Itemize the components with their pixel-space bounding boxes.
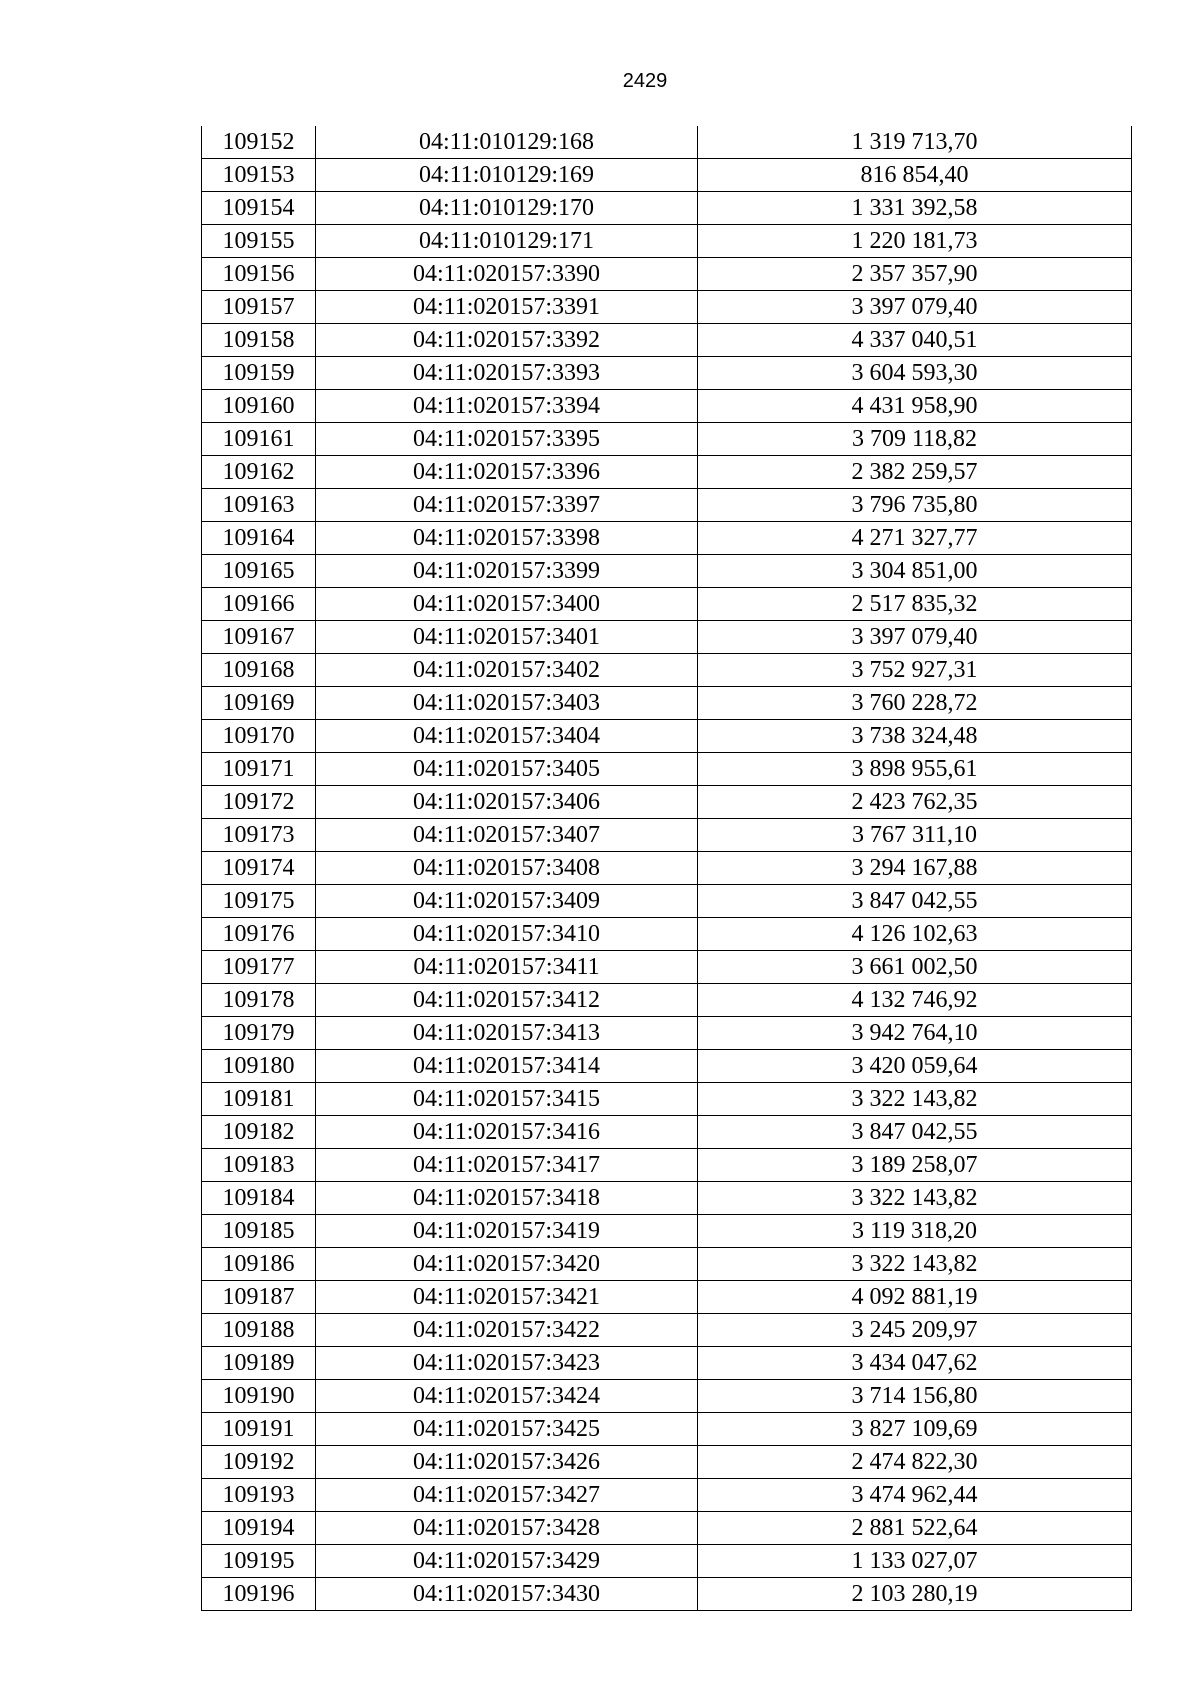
table-row: [202, 918, 1132, 951]
value-cell: 3 738 324,48: [698, 720, 1132, 753]
cadastral-number-cell: 04:11:020157:3407: [316, 819, 698, 852]
row-number-cell: 109186: [202, 1248, 316, 1281]
table-row: [202, 192, 1132, 225]
value-cell: 3 847 042,55: [698, 1116, 1132, 1149]
value-cell: 3 294 167,88: [698, 852, 1132, 885]
cadastral-number-cell: 04:11:020157:3410: [316, 918, 698, 951]
row-number-cell: 109184: [202, 1182, 316, 1215]
row-number-cell: 109177: [202, 951, 316, 984]
value-cell: 3 796 735,80: [698, 489, 1132, 522]
table-row: [202, 1248, 1132, 1281]
table-row: [202, 753, 1132, 786]
value-cell: 3 898 955,61: [698, 753, 1132, 786]
cadastral-number-cell: 04:11:020157:3429: [316, 1545, 698, 1578]
value-cell: 1 331 392,58: [698, 192, 1132, 225]
value-cell: 1 133 027,07: [698, 1545, 1132, 1578]
table-row: [202, 786, 1132, 819]
row-number-cell: 109190: [202, 1380, 316, 1413]
value-cell: 4 126 102,63: [698, 918, 1132, 951]
cadastral-number-cell: 04:11:020157:3392: [316, 324, 698, 357]
table-row: [202, 1479, 1132, 1512]
row-number-cell: 109154: [202, 192, 316, 225]
table-row: [202, 852, 1132, 885]
value-cell: 3 827 109,69: [698, 1413, 1132, 1446]
value-cell: 4 337 040,51: [698, 324, 1132, 357]
value-cell: 3 304 851,00: [698, 555, 1132, 588]
table-row: [202, 1347, 1132, 1380]
cadastral-number-cell: 04:11:020157:3390: [316, 258, 698, 291]
table-row: [202, 1380, 1132, 1413]
cadastral-number-cell: 04:11:020157:3430: [316, 1578, 698, 1611]
value-cell: 3 752 927,31: [698, 654, 1132, 687]
value-cell: 3 604 593,30: [698, 357, 1132, 390]
cadastral-number-cell: 04:11:010129:170: [316, 192, 698, 225]
cadastral-number-cell: 04:11:020157:3422: [316, 1314, 698, 1347]
cadastral-value-table: [201, 126, 1132, 1611]
table-row: [202, 159, 1132, 192]
cadastral-number-cell: 04:11:020157:3423: [316, 1347, 698, 1380]
row-number-cell: 109165: [202, 555, 316, 588]
table-row: [202, 423, 1132, 456]
row-number-cell: 109170: [202, 720, 316, 753]
row-number-cell: 109171: [202, 753, 316, 786]
row-number-cell: 109183: [202, 1149, 316, 1182]
table-row: [202, 1281, 1132, 1314]
table-row: [202, 720, 1132, 753]
table-row: [202, 357, 1132, 390]
table-row: [202, 1215, 1132, 1248]
cadastral-number-cell: 04:11:020157:3424: [316, 1380, 698, 1413]
table-row: [202, 621, 1132, 654]
table-row: [202, 1446, 1132, 1479]
row-number-cell: 109176: [202, 918, 316, 951]
row-number-cell: 109180: [202, 1050, 316, 1083]
row-number-cell: 109164: [202, 522, 316, 555]
value-cell: 2 357 357,90: [698, 258, 1132, 291]
table-row: [202, 984, 1132, 1017]
cadastral-number-cell: 04:11:020157:3413: [316, 1017, 698, 1050]
cadastral-number-cell: 04:11:020157:3426: [316, 1446, 698, 1479]
table-row: [202, 1149, 1132, 1182]
table-row: [202, 951, 1132, 984]
page-number: 2429: [622, 70, 668, 92]
table-row: [202, 1182, 1132, 1215]
table-row: [202, 1314, 1132, 1347]
row-number-cell: 109195: [202, 1545, 316, 1578]
value-cell: 3 661 002,50: [698, 951, 1132, 984]
row-number-cell: 109168: [202, 654, 316, 687]
row-number-cell: 109178: [202, 984, 316, 1017]
table-row: [202, 588, 1132, 621]
cadastral-number-cell: 04:11:020157:3394: [316, 390, 698, 423]
row-number-cell: 109169: [202, 687, 316, 720]
cadastral-number-cell: 04:11:020157:3401: [316, 621, 698, 654]
value-cell: 4 092 881,19: [698, 1281, 1132, 1314]
row-number-cell: 109194: [202, 1512, 316, 1545]
row-number-cell: 109158: [202, 324, 316, 357]
cadastral-number-cell: 04:11:020157:3421: [316, 1281, 698, 1314]
table-row: [202, 1578, 1132, 1611]
cadastral-number-cell: 04:11:020157:3412: [316, 984, 698, 1017]
cadastral-number-cell: 04:11:020157:3400: [316, 588, 698, 621]
value-cell: 2 103 280,19: [698, 1578, 1132, 1611]
row-number-cell: 109163: [202, 489, 316, 522]
row-number-cell: 109162: [202, 456, 316, 489]
cadastral-number-cell: 04:11:020157:3406: [316, 786, 698, 819]
cadastral-number-cell: 04:11:020157:3428: [316, 1512, 698, 1545]
row-number-cell: 109182: [202, 1116, 316, 1149]
cadastral-number-cell: 04:11:020157:3415: [316, 1083, 698, 1116]
cadastral-number-cell: 04:11:020157:3419: [316, 1215, 698, 1248]
table-row: [202, 1545, 1132, 1578]
table-row: [202, 654, 1132, 687]
value-cell: 816 854,40: [698, 159, 1132, 192]
row-number-cell: 109175: [202, 885, 316, 918]
value-cell: 3 119 318,20: [698, 1215, 1132, 1248]
row-number-cell: 109181: [202, 1083, 316, 1116]
table-row: [202, 1413, 1132, 1446]
row-number-cell: 109153: [202, 159, 316, 192]
value-cell: 3 322 143,82: [698, 1182, 1132, 1215]
row-number-cell: 109193: [202, 1479, 316, 1512]
row-number-cell: 109159: [202, 357, 316, 390]
value-cell: 3 942 764,10: [698, 1017, 1132, 1050]
cadastral-number-cell: 04:11:020157:3405: [316, 753, 698, 786]
row-number-cell: 109187: [202, 1281, 316, 1314]
table-row: [202, 456, 1132, 489]
cadastral-number-cell: 04:11:020157:3395: [316, 423, 698, 456]
value-cell: 3 322 143,82: [698, 1248, 1132, 1281]
table-row: [202, 885, 1132, 918]
value-cell: 3 322 143,82: [698, 1083, 1132, 1116]
cadastral-number-cell: 04:11:020157:3404: [316, 720, 698, 753]
row-number-cell: 109188: [202, 1314, 316, 1347]
value-cell: 1 220 181,73: [698, 225, 1132, 258]
row-number-cell: 109192: [202, 1446, 316, 1479]
value-cell: 2 423 762,35: [698, 786, 1132, 819]
cadastral-number-cell: 04:11:020157:3396: [316, 456, 698, 489]
table-row: [202, 1512, 1132, 1545]
table-row: [202, 489, 1132, 522]
row-number-cell: 109173: [202, 819, 316, 852]
value-cell: 1 319 713,70: [698, 126, 1132, 159]
cadastral-number-cell: 04:11:020157:3425: [316, 1413, 698, 1446]
cadastral-number-cell: 04:11:010129:169: [316, 159, 698, 192]
value-cell: 3 420 059,64: [698, 1050, 1132, 1083]
cadastral-number-cell: 04:11:020157:3402: [316, 654, 698, 687]
row-number-cell: 109174: [202, 852, 316, 885]
value-cell: 3 245 209,97: [698, 1314, 1132, 1347]
row-number-cell: 109161: [202, 423, 316, 456]
value-cell: 3 847 042,55: [698, 885, 1132, 918]
cadastral-number-cell: 04:11:020157:3397: [316, 489, 698, 522]
row-number-cell: 109172: [202, 786, 316, 819]
cadastral-number-cell: 04:11:020157:3416: [316, 1116, 698, 1149]
cadastral-number-cell: 04:11:020157:3391: [316, 291, 698, 324]
value-cell: 4 132 746,92: [698, 984, 1132, 1017]
row-number-cell: 109155: [202, 225, 316, 258]
value-cell: 2 474 822,30: [698, 1446, 1132, 1479]
row-number-cell: 109166: [202, 588, 316, 621]
row-number-cell: 109179: [202, 1017, 316, 1050]
table-row: [202, 258, 1132, 291]
table-row: [202, 522, 1132, 555]
cadastral-number-cell: 04:11:020157:3411: [316, 951, 698, 984]
value-cell: 4 271 327,77: [698, 522, 1132, 555]
table-row: [202, 1116, 1132, 1149]
value-cell: 3 714 156,80: [698, 1380, 1132, 1413]
value-cell: 3 474 962,44: [698, 1479, 1132, 1512]
cadastral-number-cell: 04:11:010129:171: [316, 225, 698, 258]
cadastral-number-cell: 04:11:020157:3399: [316, 555, 698, 588]
value-cell: 2 881 522,64: [698, 1512, 1132, 1545]
cadastral-number-cell: 04:11:010129:168: [316, 126, 698, 159]
cadastral-number-cell: 04:11:020157:3398: [316, 522, 698, 555]
table-row: [202, 324, 1132, 357]
row-number-cell: 109160: [202, 390, 316, 423]
table-row: [202, 126, 1132, 159]
value-cell: 2 517 835,32: [698, 588, 1132, 621]
value-cell: 2 382 259,57: [698, 456, 1132, 489]
cadastral-number-cell: 04:11:020157:3408: [316, 852, 698, 885]
value-cell: 3 709 118,82: [698, 423, 1132, 456]
cadastral-number-cell: 04:11:020157:3420: [316, 1248, 698, 1281]
row-number-cell: 109157: [202, 291, 316, 324]
table-row: [202, 819, 1132, 852]
table-row: [202, 687, 1132, 720]
cadastral-number-cell: 04:11:020157:3414: [316, 1050, 698, 1083]
cadastral-number-cell: 04:11:020157:3393: [316, 357, 698, 390]
row-number-cell: 109167: [202, 621, 316, 654]
row-number-cell: 109156: [202, 258, 316, 291]
value-cell: 3 397 079,40: [698, 291, 1132, 324]
table-row: [202, 1083, 1132, 1116]
row-number-cell: 109185: [202, 1215, 316, 1248]
value-cell: 3 434 047,62: [698, 1347, 1132, 1380]
table-row: [202, 225, 1132, 258]
value-cell: 3 760 228,72: [698, 687, 1132, 720]
table-row: [202, 1050, 1132, 1083]
cadastral-number-cell: 04:11:020157:3403: [316, 687, 698, 720]
row-number-cell: 109189: [202, 1347, 316, 1380]
table-row: [202, 291, 1132, 324]
row-number-cell: 109196: [202, 1578, 316, 1611]
value-cell: 4 431 958,90: [698, 390, 1132, 423]
table-body: [202, 126, 1132, 1611]
table-row: [202, 1017, 1132, 1050]
cadastral-number-cell: 04:11:020157:3417: [316, 1149, 698, 1182]
cadastral-number-cell: 04:11:020157:3418: [316, 1182, 698, 1215]
table-row: [202, 555, 1132, 588]
value-cell: 3 189 258,07: [698, 1149, 1132, 1182]
cadastral-number-cell: 04:11:020157:3427: [316, 1479, 698, 1512]
row-number-cell: 109191: [202, 1413, 316, 1446]
cadastral-number-cell: 04:11:020157:3409: [316, 885, 698, 918]
value-cell: 3 767 311,10: [698, 819, 1132, 852]
row-number-cell: 109152: [202, 126, 316, 159]
value-cell: 3 397 079,40: [698, 621, 1132, 654]
table-row: [202, 390, 1132, 423]
